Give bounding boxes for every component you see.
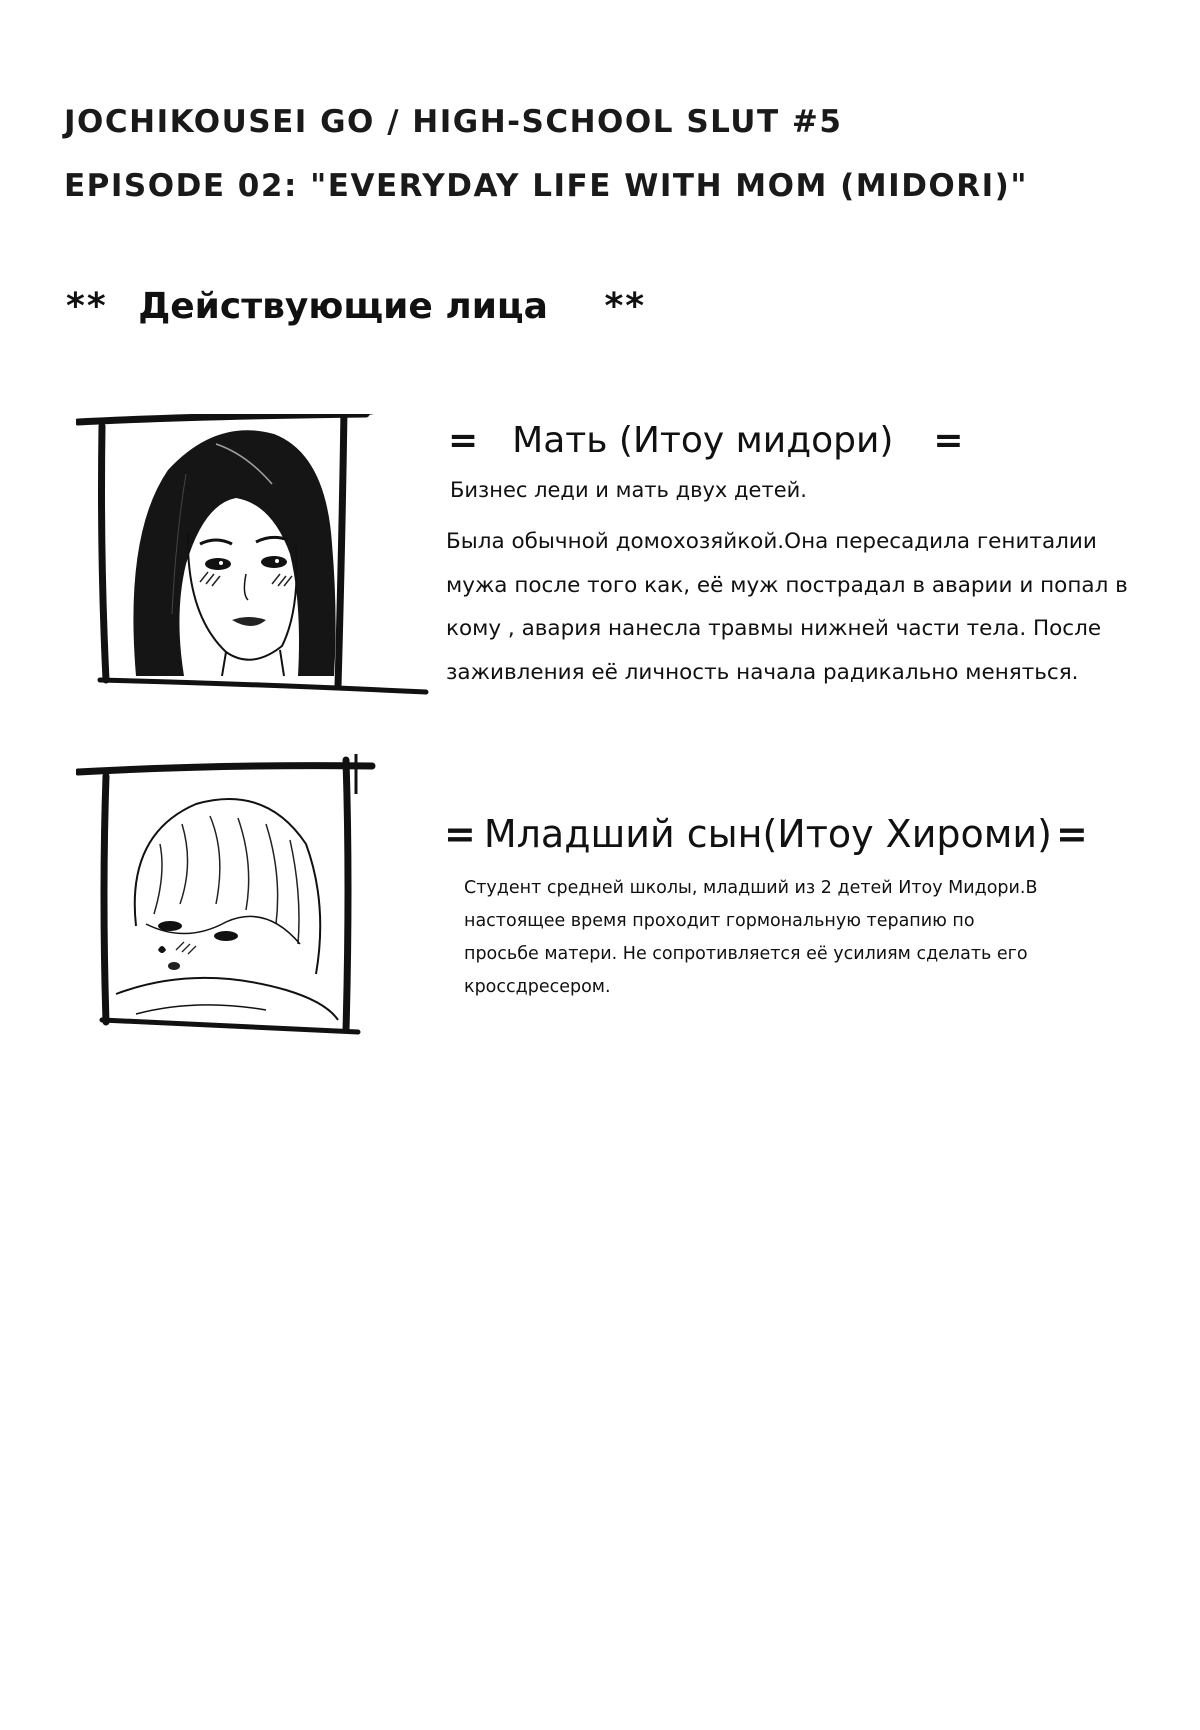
episode-title: EPISODE 02: "EVERYDAY LIFE WITH MOM (MIDORI)" [64,168,1029,204]
character-name-label: Мать (Итоу мидори) [512,420,894,461]
equals-marker-left: = [444,812,476,856]
character-description-mother: Была обычной домохозяйкой.Она пересадила гениталии мужа после того как, её муж пострадал в аварии и попал в кому , авария нанесла травмы нижней части тела. После заживления её личность начала радикально меняться. [446,529,1128,685]
mother-portrait-icon [76,414,438,704]
series-title: JOCHIKOUSEI GO / HIGH-SCHOOL SLUT #5 [64,104,843,140]
son-portrait [76,754,416,1036]
cast-heading-label: Действующие лица [138,286,548,327]
character-intro-mother: Бизнес леди и мать двух детей. [450,478,807,502]
equals-marker-left: = [448,420,479,461]
character-name-son [444,812,1088,856]
stars-left: ** [66,286,108,327]
character-description-son: Студент средней школы, младший из 2 детей Итоу Мидори.В настоящее время проходит гормональную терапию по просьбе матери. Не сопротивляется её усилиям сделать его кроссдресером. [464,878,1038,997]
son-portrait-icon [76,754,416,1036]
stars-right: ** [604,286,647,327]
equals-marker-right: = [1055,812,1088,856]
mother-portrait [76,414,438,704]
character-name-mother [448,420,964,461]
equals-marker-right: = [933,420,964,461]
character-name-label: Младший сын(Итоу Хироми) [483,812,1052,856]
cast-heading [66,286,646,327]
